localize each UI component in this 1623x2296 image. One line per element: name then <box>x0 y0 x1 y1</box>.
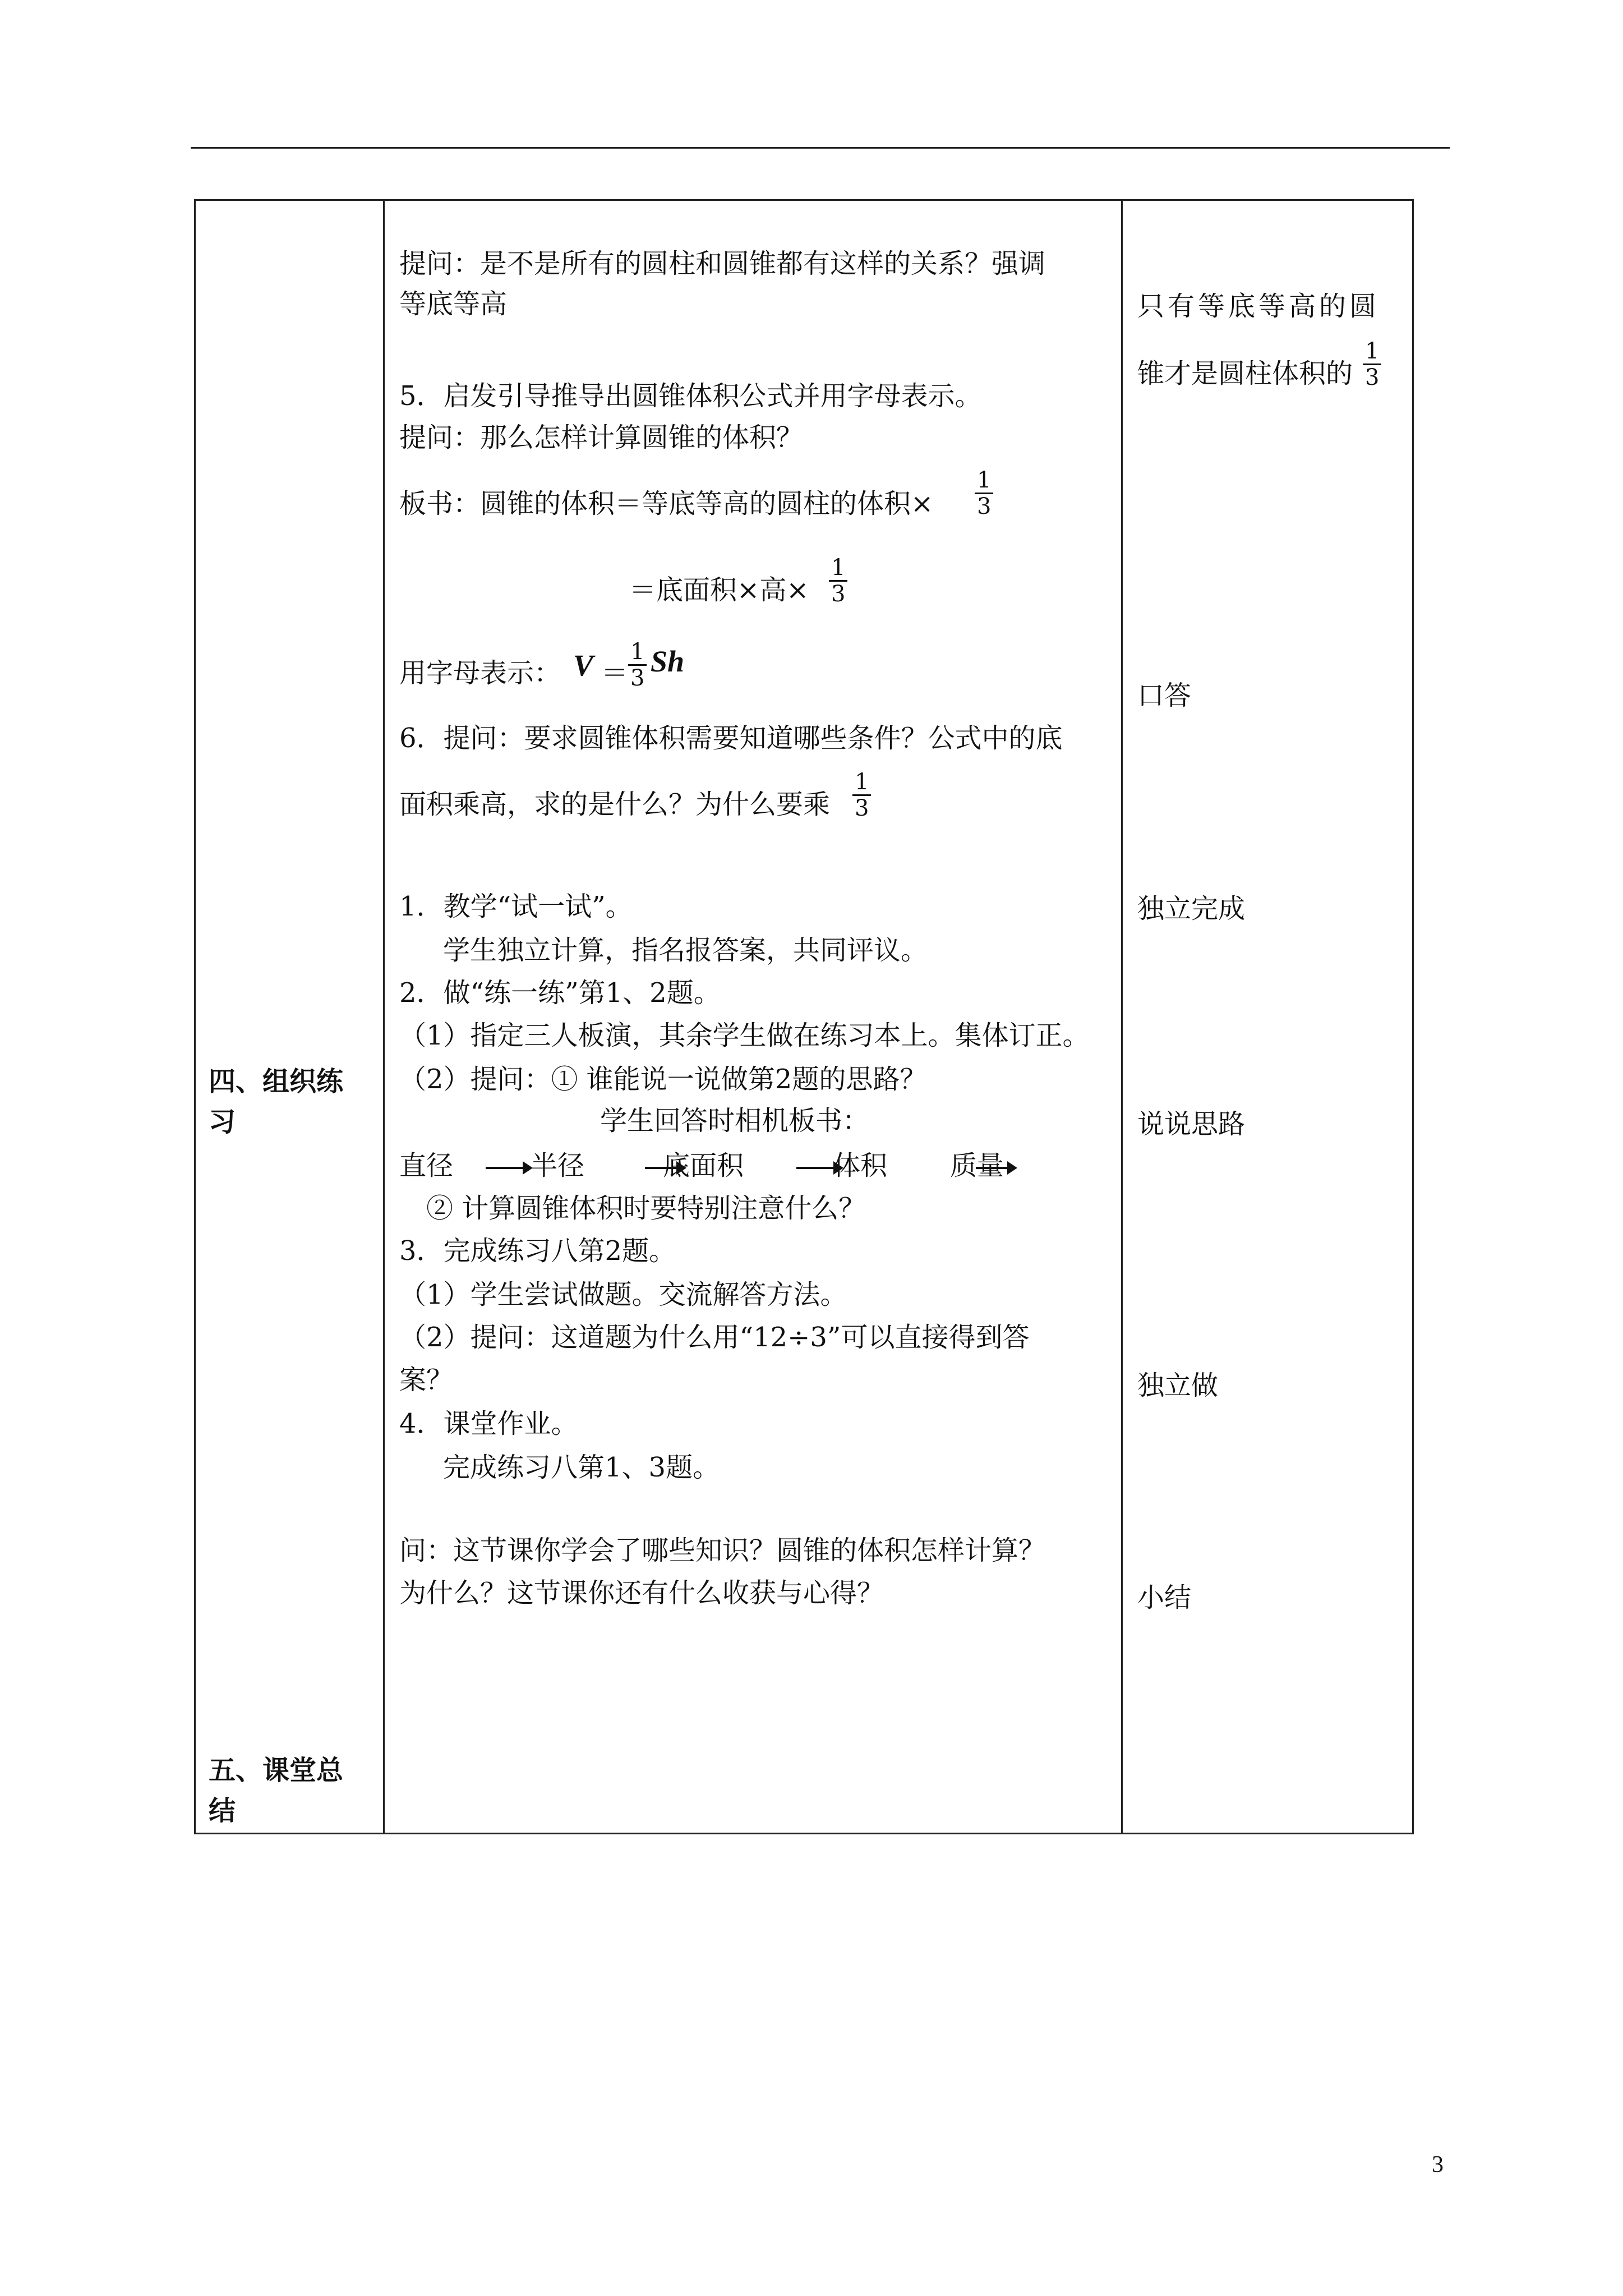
note-summary: 小结 <box>1137 1582 1192 1613</box>
fraction-one-third: $\frac{1}{3}$ <box>628 639 647 691</box>
practice-3-2-line2: 案？ <box>399 1364 454 1396</box>
practice-3: 3．完成练习八第2题。 <box>399 1235 676 1267</box>
letters-label: 用字母表示： <box>399 657 561 689</box>
formula-v: V <box>573 648 594 682</box>
arrow-icon <box>486 1167 525 1169</box>
practice-2-1: （1）指定三人板演，其余学生做在练习本上。集体订正。 <box>399 1020 1090 1051</box>
practice-2-board: 学生回答时相机板书： <box>600 1105 870 1137</box>
fraction-one-third: $\frac{1}{3}$ <box>975 468 993 519</box>
arrow-icon <box>796 1167 836 1169</box>
section-title-summary-line1: 五、课堂总 <box>209 1755 344 1786</box>
board-line1: 板书：圆锥的体积＝等底等高的圆柱的体积× <box>399 488 934 519</box>
chain-radius: 半径 <box>531 1150 585 1181</box>
step-5: 5．启发引导推导出圆锥体积公式并用字母表示。 <box>399 380 982 412</box>
fraction-one-third: $\frac{1}{3}$ <box>829 555 847 606</box>
column-divider <box>383 201 385 1833</box>
question-relation-line2: 等底等高 <box>399 288 508 320</box>
chain-volume: 体积 <box>833 1150 888 1181</box>
practice-4-detail: 完成练习八第1、3题。 <box>443 1452 720 1483</box>
step-6-line2: 面积乘高，求的是什么？为什么要乘 <box>399 789 831 820</box>
board-line2: ＝底面积×高× <box>629 574 809 606</box>
practice-4: 4．课堂作业。 <box>399 1408 578 1439</box>
summary-question-line1: 问：这节课你学会了哪些知识？圆锥的体积怎样计算？ <box>399 1535 1046 1566</box>
fraction-one-third: $\frac{1}{3}$ <box>1363 339 1381 390</box>
formula-equals: ＝ <box>601 657 629 689</box>
note-explain: 说说思路 <box>1137 1108 1246 1140</box>
section-title-practice-line1: 四、组织练 <box>209 1066 344 1097</box>
note-oral: 口答 <box>1137 680 1192 711</box>
practice-3-1: （1）学生尝试做题。交流解答方法。 <box>399 1279 847 1310</box>
chain-base-area: 底面积 <box>663 1150 744 1181</box>
step-6-line1: 6．提问：要求圆锥体积需要知道哪些条件？公式中的底 <box>399 723 1063 754</box>
practice-2-2: （2）提问：① 谁能说一说做第2题的思路？ <box>399 1064 927 1095</box>
practice-2: 2．做“练一练”第1、2题。 <box>399 977 721 1009</box>
fraction-one-third: $\frac{1}{3}$ <box>852 770 871 821</box>
note-equal-base-height-line2: 锥才是圆柱体积的 <box>1137 358 1353 389</box>
question-relation-line1: 提问：是不是所有的圆柱和圆锥都有这样的关系？强调 <box>399 248 1046 279</box>
note-do-alone: 独立做 <box>1137 1370 1219 1401</box>
section-title-practice-line2: 习 <box>209 1106 236 1138</box>
practice-3-2-line1: （2）提问：这道题为什么用“12÷3”可以直接得到答 <box>399 1322 1030 1353</box>
note-independent: 独立完成 <box>1137 893 1246 924</box>
practice-2-3: ② 计算圆锥体积时要特别注意什么？ <box>426 1193 866 1224</box>
column-divider <box>1121 201 1123 1833</box>
section-title-summary-line2: 结 <box>209 1795 236 1826</box>
summary-question-line2: 为什么？这节课你还有什么收获与心得？ <box>399 1577 884 1609</box>
chain-diameter: 直径 <box>399 1150 454 1181</box>
note-equal-base-height-line1: 只有等底等高的圆 <box>1137 291 1380 322</box>
header-rule <box>191 147 1450 149</box>
practice-1-detail: 学生独立计算，指名报答案，共同评议。 <box>443 935 928 966</box>
question-how: 提问：那么怎样计算圆锥的体积？ <box>399 422 804 453</box>
chain-mass: 质量 <box>950 1150 1004 1181</box>
practice-1: 1．教学“试一试”。 <box>399 891 633 922</box>
page-number: 3 <box>1432 2152 1444 2178</box>
formula-sh: Sh <box>651 645 685 678</box>
